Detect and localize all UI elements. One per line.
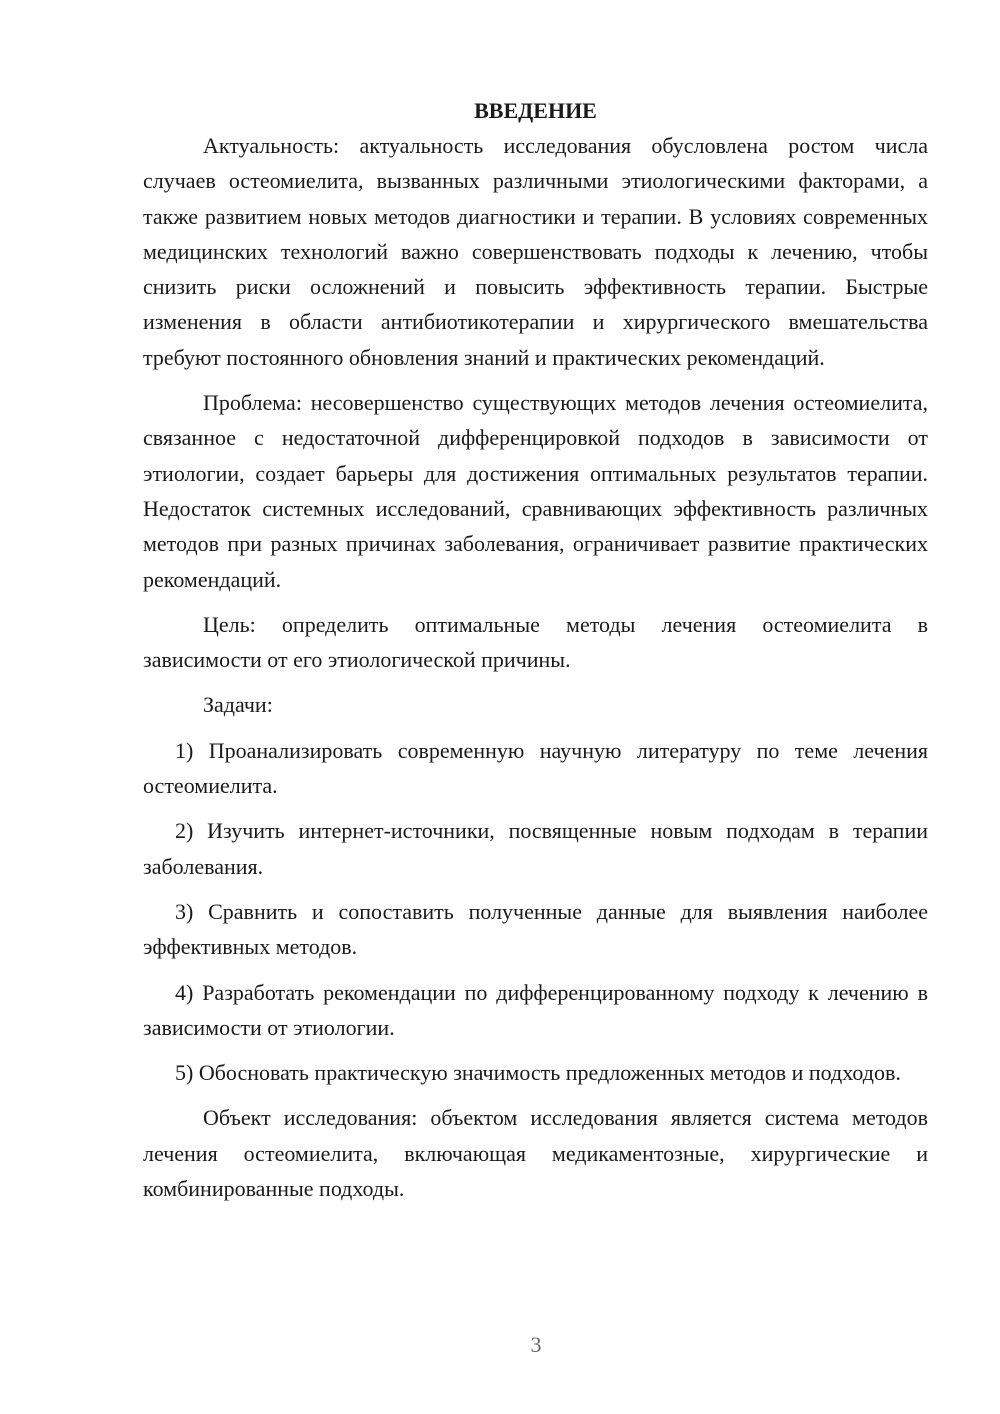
task-item-5: 5) Обосновать практическую значимость предложенных методов и подходов.: [175, 1060, 901, 1086]
problem-paragraph: Проблема: несовершенство существующих методов лечения остеомиелита, связанное с недостаточной дифференцировкой подходов в зависимости от этиологии, создает барьеры для достижения оптимальных результатов терапии. Недостаток системных исследований, сравнивающих эффективность различных методов при разных причинах заболевания, ограничивает развитие практических рекомендаций.: [143, 390, 928, 592]
task-item-3: 3) Сравнить и сопоставить полученные данные для выявления наиболее эффективных методов.: [143, 898, 928, 960]
task-item-2: 2) Изучить интернет-источники, посвященные новым подходам в терапии заболевания.: [143, 818, 928, 879]
tasks-label: Задачи:: [203, 692, 273, 718]
task-item-4: 4) Разработать рекомендации по дифференцированному подходу к лечению в зависимости от этиологии.: [143, 979, 928, 1040]
document-page: [143, 94, 928, 1206]
object-paragraph: Объект исследования: объектом исследования является система методов лечения остеомиелита, включающая медикаментозные, хирургические и комбинированные подходы.: [143, 1105, 928, 1202]
relevance-paragraph: Актуальность: актуальность исследования обусловлена ростом числа случаев остеомиелита, вызванных различными этиологическими факторами, а также развитием новых методов диагностики и терапии. В условиях современных медицинских технологий важно совершенствовать подходы к лечению, чтобы снизить риски осложнений и повысить эффективность терапии. Быстрые изменения в области антибиотикотерапии и хирургического вмешательства требуют постоянного обновления знаний и практических рекомендаций.: [143, 133, 928, 370]
task-item-1: 1) Проанализировать современную научную литературу по теме лечения остеомиелита.: [143, 737, 928, 799]
page-number: 3: [530, 1332, 542, 1357]
goal-paragraph: Цель: определить оптимальные методы лечения остеомиелита в зависимости от его этиологической причины.: [143, 611, 928, 673]
section-title: ВВЕДЕНИЕ: [474, 98, 597, 123]
